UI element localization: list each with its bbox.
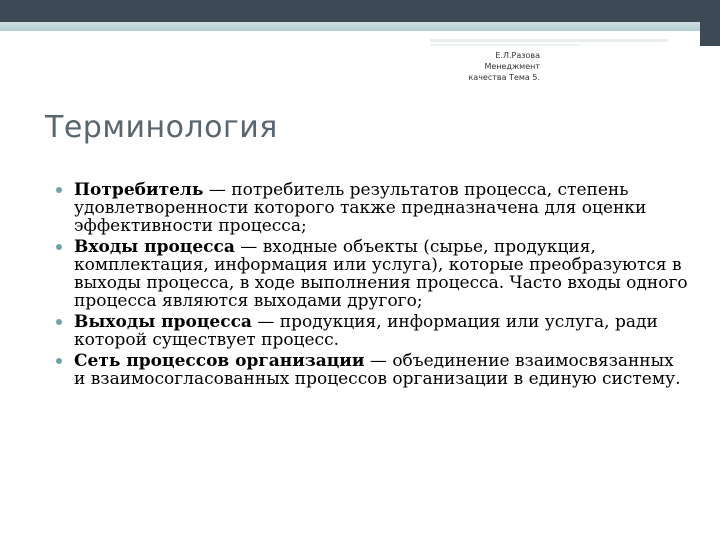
bullet-term: Сеть процессов организации [74, 351, 365, 371]
bullet-text: — продукция, информация или услуга, ради которой существует процесс. [74, 312, 658, 350]
bullet-dot-icon [56, 358, 62, 364]
bullet-term: Потребитель [74, 180, 204, 200]
author-subject: Менеджмент [484, 62, 540, 71]
bullet-dot-icon [56, 187, 62, 193]
bullet-term: Входы процесса [74, 237, 235, 257]
bullet-dot-icon [56, 244, 62, 250]
slide-number: 6 [698, 6, 710, 27]
slide-title: Терминология [45, 110, 278, 145]
author-name: Е.Л.Разова [495, 51, 540, 60]
bullet-item [50, 238, 690, 310]
top-bar [0, 0, 720, 22]
author-note [430, 50, 540, 83]
bullet-text: — потребитель результатов процесса, степень удовлетворенности которого также предназначена для оценки эффективности процесса; [74, 180, 647, 236]
bullet-term: Выходы процесса [74, 312, 252, 332]
bullet-item [50, 181, 690, 235]
decor-strip [430, 44, 580, 46]
author-topic: качества Тема 5. [468, 73, 540, 82]
bullet-text: — входные объекты (сырье, продукция, комплектация, информация или услуга), которые преобразуются в выходы процесса, в ходе выполнения процесса. Часто входы одного процесса являются выходами другого; [74, 237, 688, 311]
decor-strip [0, 31, 700, 34]
decor-strip [430, 39, 668, 42]
bullet-item [50, 352, 690, 388]
bullet-dot-icon [56, 319, 62, 325]
bullet-text: — объединение взаимосвязанных и взаимосогласованных процессов организации в единую систему. [74, 351, 681, 389]
bullet-item [50, 313, 690, 349]
bullet-list [50, 181, 690, 391]
